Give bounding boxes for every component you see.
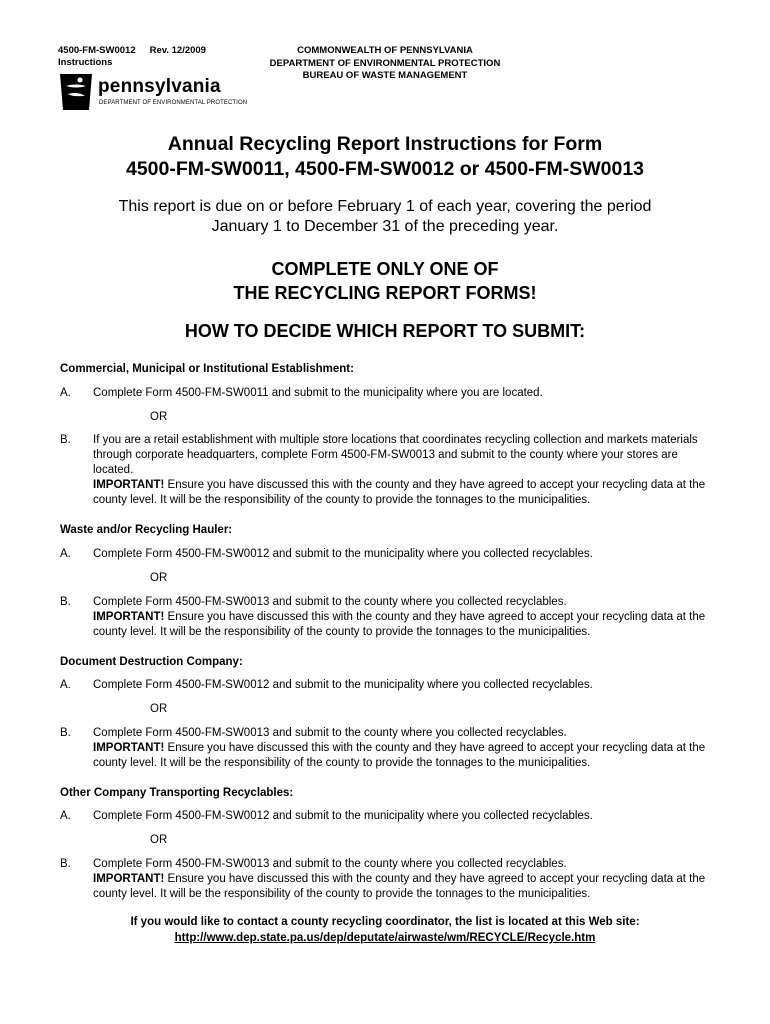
option-text-block [93,595,718,640]
option-letter: B. [60,434,71,446]
important-label: IMPORTANT! [93,742,165,754]
recycling-coordinator-link[interactable]: http://www.dep.state.pa.us/dep/deputate/airwaste/wm/RECYCLE/Recycle.htm [174,932,596,944]
form-header-left [58,45,206,69]
or-separator: OR [150,834,168,846]
logo-department: DEPARTMENT OF ENVIRONMENTAL PROTECTION [99,100,248,106]
agency-line-3: BUREAU OF WASTE MANAGEMENT [302,70,468,81]
option-text: If you are a retail establishment with multiple store locations that coordinates recycling collection and markets materials through corporate headquarters, complete Form 4500-FM-SW0013 and submit to the county where your stores are located. [93,434,698,476]
important-label: IMPORTANT! [93,873,165,885]
logo-wordmark: pennsylvania [98,76,221,97]
doc-type: Instructions [58,57,113,68]
complete-one-notice [40,257,730,305]
title-line-2: 4500-FM-SW0011, 4500-FM-SW0012 or 4500-FM-SW0013 [125,158,645,180]
option-letter: A. [60,679,71,691]
section-title: Other Company Transporting Recyclables: [60,787,294,799]
section-title: Document Destruction Company: [60,656,243,668]
coordinator-footer [40,914,730,946]
document-title [40,132,730,182]
important-text: Ensure you have discussed this with the county and they have agreed to accept your recycling data at the county level. It will be the responsibility of the county to provide the tonnages to the municipalities. [93,479,706,506]
section-title: Waste and/or Recycling Hauler: [60,524,233,536]
notice-line-1: COMPLETE ONLY ONE OF [271,259,499,279]
or-separator: OR [150,411,168,423]
notice-line-2: THE RECYCLING REPORT FORMS! [233,283,537,303]
option-text: Complete Form 4500-FM-SW0012 and submit to the municipality where you collected recyclables. [93,810,593,822]
option-letter: B. [60,727,71,739]
or-separator: OR [150,572,168,584]
important-label: IMPORTANT! [93,611,165,623]
due-line-1: This report is due on or before February 1 of each year, covering the period [118,198,652,215]
or-separator: OR [150,703,168,715]
option-text: Complete Form 4500-FM-SW0011 and submit to the municipality where you are located. [93,387,543,399]
pennsylvania-logo [56,72,256,112]
option-text: Complete Form 4500-FM-SW0012 and submit to the municipality where you collected recyclables. [93,679,593,691]
option-letter: A. [60,387,71,399]
option-text-block [93,433,718,508]
footer-text: If you would like to contact a county recycling coordinator, the list is located at this Web site: [130,916,640,928]
option-text-block [93,726,718,771]
important-text: Ensure you have discussed this with the county and they have agreed to accept your recycling data at the county level. It will be the responsibility of the county to provide the tonnages to the municipalities. [93,742,706,769]
option-text: Complete Form 4500-FM-SW0013 and submit to the county where you collected recyclables. [93,727,567,739]
title-line-1: Annual Recycling Report Instructions for Form [167,133,603,155]
agency-line-1: COMMONWEALTH OF PENNSYLVANIA [297,45,473,56]
option-letter: B. [60,858,71,870]
important-label: IMPORTANT! [93,479,165,491]
option-text: Complete Form 4500-FM-SW0013 and submit to the county where you collected recyclables. [93,858,567,870]
section-title: Commercial, Municipal or Institutional Establishment: [60,363,354,375]
option-letter: B. [60,596,71,608]
option-text: Complete Form 4500-FM-SW0013 and submit to the county where you collected recyclables. [93,596,567,608]
important-text: Ensure you have discussed this with the county and they have agreed to accept your recycling data at the county level. It will be the responsibility of the county to provide the tonnages to the municipalities. [93,611,706,638]
option-letter: A. [60,548,71,560]
option-text: Complete Form 4500-FM-SW0012 and submit to the municipality where you collected recyclables. [93,548,593,560]
form-number: 4500-FM-SW0012 [58,45,136,56]
option-letter: A. [60,810,71,822]
due-line-2: January 1 to December 31 of the preceding year. [211,218,559,235]
due-date-notice [40,197,730,237]
how-to-decide-heading: HOW TO DECIDE WHICH REPORT TO SUBMIT: [184,321,586,341]
important-text: Ensure you have discussed this with the county and they have agreed to accept your recycling data at the county level. It will be the responsibility of the county to provide the tonnages to the municipalities. [93,873,706,900]
keystone-icon [56,72,96,112]
option-text-block [93,857,718,902]
agency-line-2: DEPARTMENT OF ENVIRONMENTAL PROTECTION [269,57,501,69]
agency-header [250,45,520,83]
revision-date: Rev. 12/2009 [149,45,206,56]
